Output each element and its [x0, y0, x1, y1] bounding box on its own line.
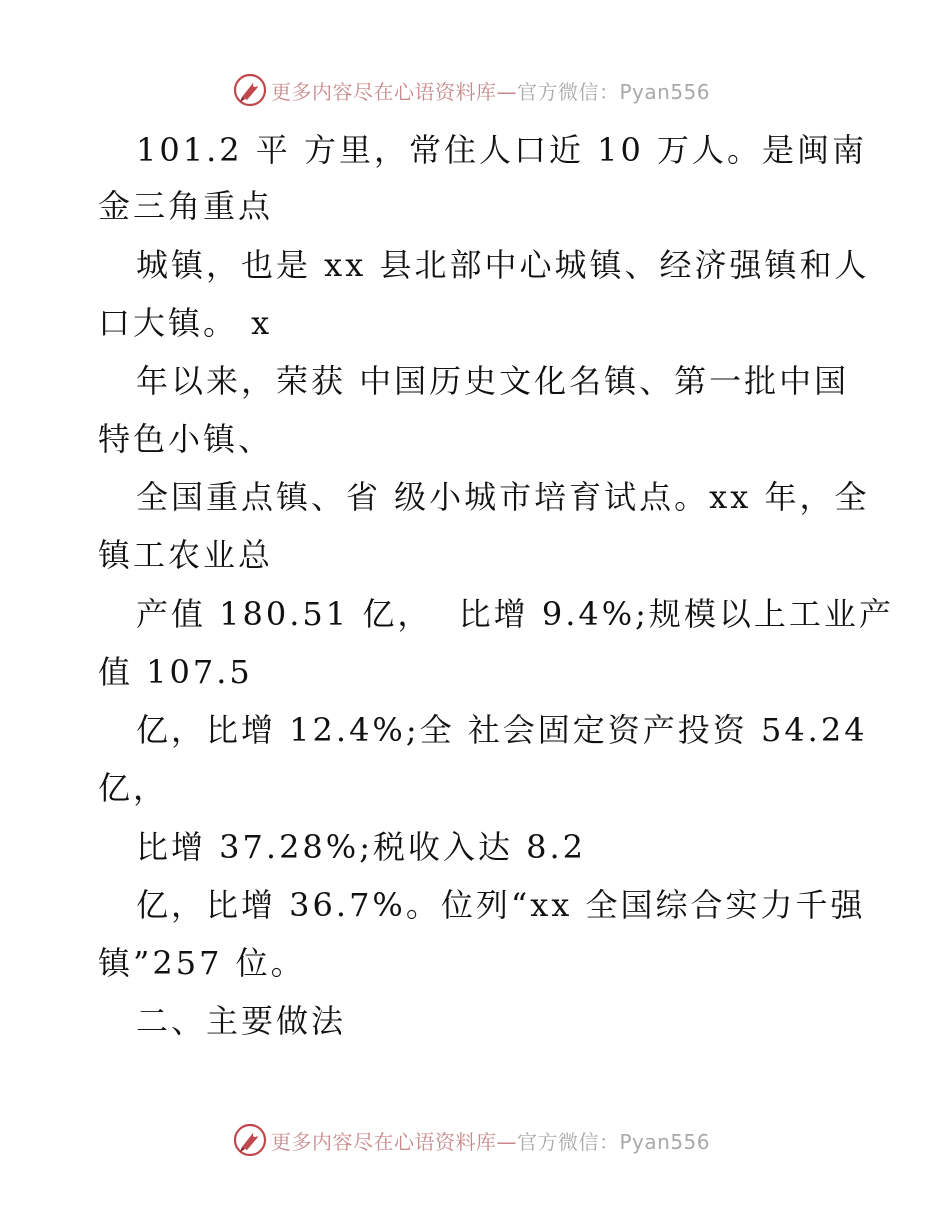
text-line: 产值 180.51 亿， 比增 9.4%;规模以上工业产 [136, 595, 894, 633]
pen-emblem-icon [233, 73, 267, 107]
text-line: 全国重点镇、省 级小城市培育试点。xx 年，全 [136, 478, 870, 516]
text-line: 亿，比增 36.7%。位列“xx 全国综合实力千强 [136, 886, 866, 924]
section-heading: 二、主要做法 [136, 1002, 347, 1040]
text-line: 城镇，也是 xx 县北部中心城镇、经济强镇和人 [136, 246, 870, 284]
footer-watermark-banner [233, 1122, 710, 1158]
text-line: 比增 37.28%;税收入达 8.2 [136, 828, 587, 866]
text-line: 特色小镇、 [98, 420, 274, 458]
text-line: 年以来，荣获 中国历史文化名镇、第一批中国 [136, 362, 850, 400]
header-banner-text: 更多内容尽在心语资料库—官方微信：Pyan556 [271, 79, 711, 104]
pen-emblem-icon [233, 1123, 267, 1157]
text-line: 镇”257 位。 [98, 944, 306, 982]
text-line: 金三角重点 [98, 187, 274, 225]
footer-banner-text: 更多内容尽在心语资料库—官方微信：Pyan556 [271, 1129, 711, 1154]
header-watermark-banner [233, 72, 710, 108]
text-line: 101.2 平 方里，常住人口近 10 万人。是闽南 [136, 131, 868, 169]
text-line: 口大镇。 x [98, 304, 273, 342]
text-line: 镇工农业总 [98, 536, 274, 574]
text-line: 亿，比增 12.4%;全 社会固定资产投资 54.24 [136, 711, 868, 749]
text-line: 值 107.5 [98, 653, 253, 691]
text-line: 亿， [98, 769, 169, 807]
